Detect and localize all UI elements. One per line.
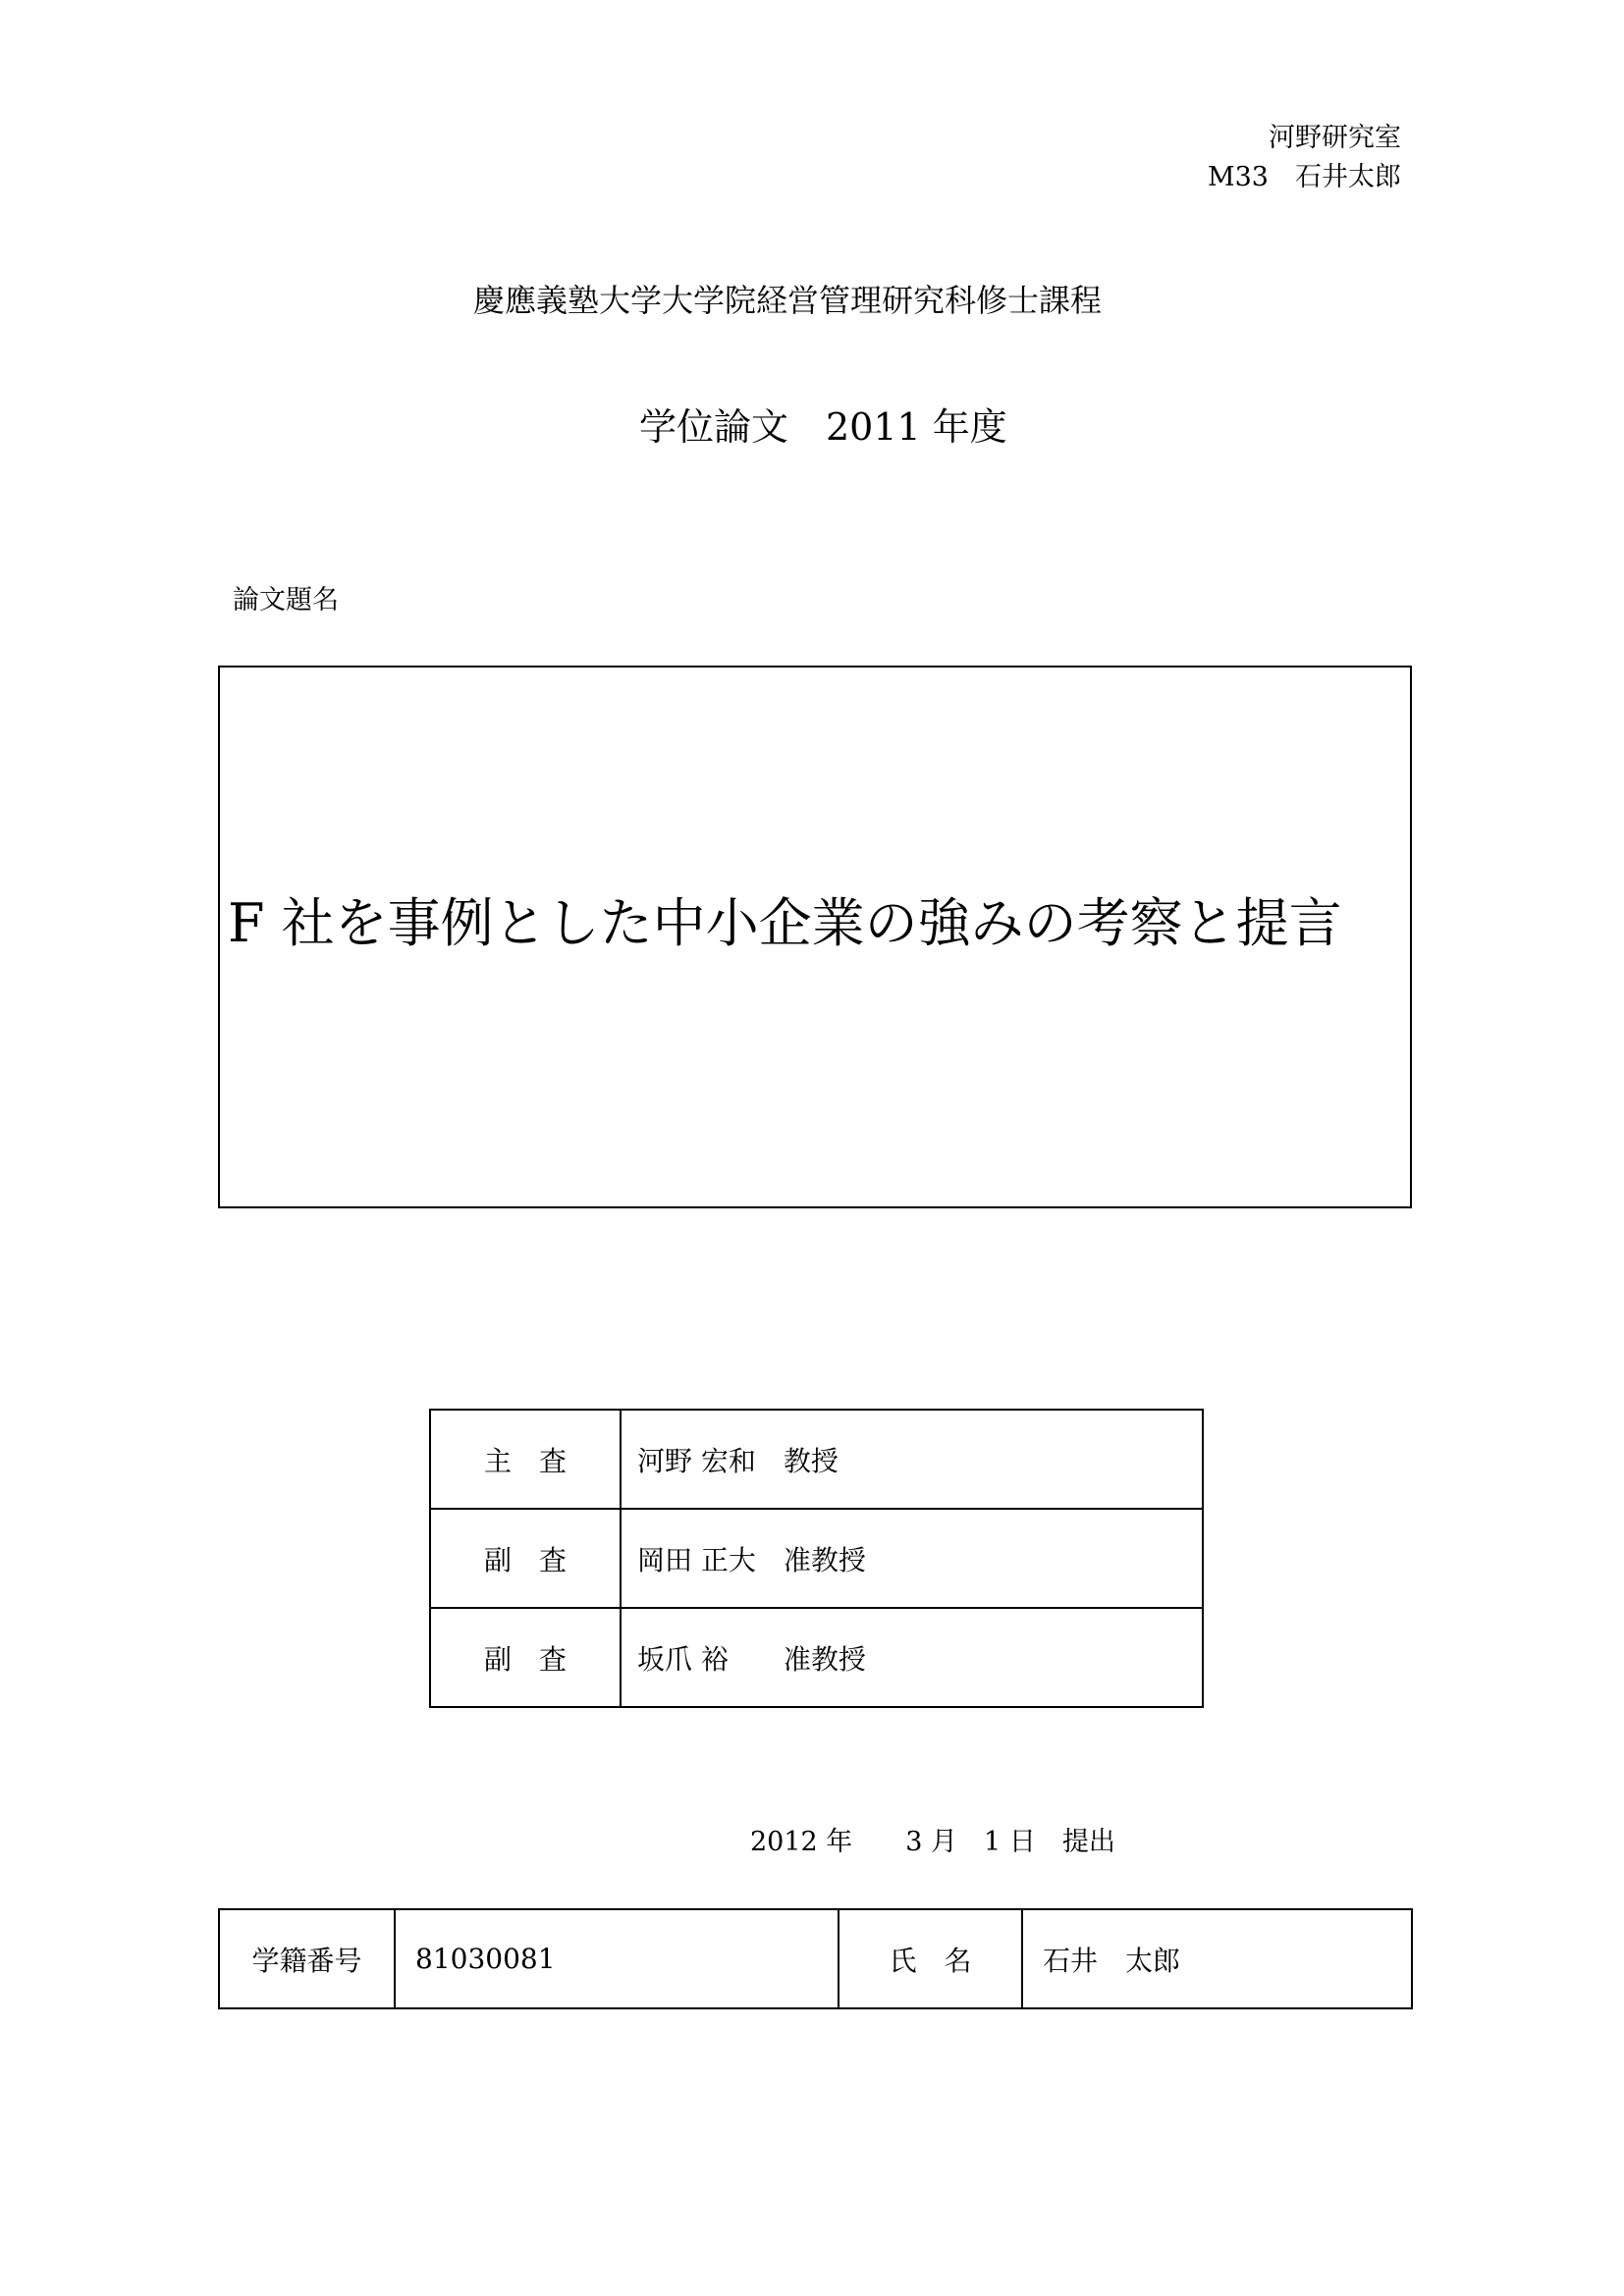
student-line: M33 石井太郎 (1207, 162, 1401, 192)
student-name-value: 石井 太郎 (1022, 1909, 1412, 2008)
student-id-label: 学籍番号 (219, 1909, 395, 2008)
university-line: 慶應義塾大学大学院経営管理研究科修士課程 (473, 282, 1103, 319)
title-label: 論文題名 (233, 585, 339, 615)
student-table (218, 1908, 1413, 2009)
submission-date: 2012 年 3 月 1 日 提出 (750, 1827, 1115, 1857)
examiner-name: 河野 宏和 教授 (621, 1410, 1203, 1509)
examiner-name: 坂爪 裕 准教授 (621, 1608, 1203, 1707)
thesis-title: F 社を事例とした中小企業の強みの考察と提言 (228, 892, 1342, 954)
table-row (219, 1909, 1412, 2008)
table-row (430, 1410, 1203, 1509)
student-name-label: 氏 名 (839, 1909, 1022, 2008)
examiner-name: 岡田 正大 准教授 (621, 1509, 1203, 1608)
examiner-role: 副 査 (430, 1509, 621, 1608)
thesis-year-line: 学位論文 2011 年度 (639, 405, 1007, 449)
lab-name: 河野研究室 (1269, 123, 1401, 153)
table-row (430, 1509, 1203, 1608)
student-id-value: 81030081 (395, 1909, 839, 2008)
examiners-table (429, 1409, 1204, 1708)
examiner-role: 主 査 (430, 1410, 621, 1509)
examiner-role: 副 査 (430, 1608, 621, 1707)
table-row (430, 1608, 1203, 1707)
